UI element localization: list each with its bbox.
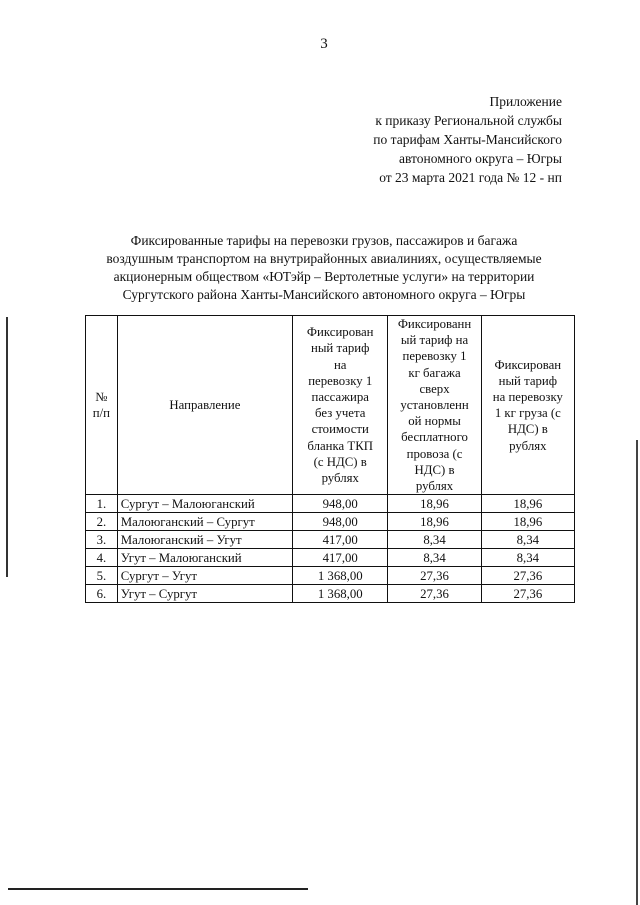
appendix-line: к приказу Региональной службы (375, 113, 562, 128)
table-row (86, 549, 575, 567)
row-cargo-tariff: 18,96 (481, 495, 574, 513)
appendix-line: Приложение (489, 94, 562, 109)
table-row (86, 513, 575, 531)
row-passenger-tariff: 948,00 (293, 513, 388, 531)
row-cargo-tariff: 8,34 (481, 549, 574, 567)
row-number: 3. (86, 531, 118, 549)
row-passenger-tariff: 417,00 (293, 549, 388, 567)
row-passenger-tariff: 1 368,00 (293, 585, 388, 603)
tariffs-table (85, 315, 575, 603)
appendix-line: автономного округа – Югры (399, 151, 562, 166)
scan-edge-line (636, 440, 638, 905)
row-passenger-tariff: 1 368,00 (293, 567, 388, 585)
appendix-line: по тарифам Ханты-Мансийского (373, 132, 562, 147)
table-header-row (86, 316, 575, 495)
header-number: № п/п (86, 316, 118, 495)
row-baggage-tariff: 8,34 (388, 549, 481, 567)
header-passenger-tariff: Фиксирован ный тариф на перевозку 1 пассажира без учета стоимости бланка ТКП (с НДС) в рублях (293, 316, 388, 495)
row-direction: Малоюганский – Сургут (117, 513, 292, 531)
row-passenger-tariff: 417,00 (293, 531, 388, 549)
header-cargo-tariff: Фиксирован ный тариф на перевозку 1 кг груза (с НДС) в рублях (481, 316, 574, 495)
document-title (60, 232, 588, 304)
title-line: акционерным обществом «ЮТэйр – Вертолетные услуги» на территории (113, 269, 535, 284)
row-number: 6. (86, 585, 118, 603)
row-direction: Сургут – Угут (117, 567, 292, 585)
title-line: воздушным транспортом на внутрирайонных авиалиниях, осуществляемые (106, 251, 542, 266)
row-number: 4. (86, 549, 118, 567)
table-row (86, 585, 575, 603)
row-cargo-tariff: 27,36 (481, 567, 574, 585)
row-direction: Малоюганский – Угут (117, 531, 292, 549)
row-passenger-tariff: 948,00 (293, 495, 388, 513)
row-cargo-tariff: 8,34 (481, 531, 574, 549)
title-line: Сургутского района Ханты-Мансийского автономного округа – Югры (122, 287, 526, 302)
row-cargo-tariff: 18,96 (481, 513, 574, 531)
appendix-line: от 23 марта 2021 года № 12 - нп (379, 170, 562, 185)
row-direction: Угут – Сургут (117, 585, 292, 603)
row-number: 1. (86, 495, 118, 513)
appendix-block (373, 92, 562, 187)
title-line: Фиксированные тарифы на перевозки грузов, пассажиров и багажа (130, 233, 518, 248)
row-cargo-tariff: 27,36 (481, 585, 574, 603)
row-baggage-tariff: 27,36 (388, 567, 481, 585)
row-direction: Угут – Малоюганский (117, 549, 292, 567)
row-number: 5. (86, 567, 118, 585)
row-baggage-tariff: 18,96 (388, 513, 481, 531)
scan-bottom-line (8, 888, 308, 890)
row-number: 2. (86, 513, 118, 531)
scan-margin-line (6, 317, 8, 577)
row-baggage-tariff: 18,96 (388, 495, 481, 513)
row-baggage-tariff: 8,34 (388, 531, 481, 549)
row-baggage-tariff: 27,36 (388, 585, 481, 603)
row-direction: Сургут – Малоюганский (117, 495, 292, 513)
page-number: 3 (320, 36, 328, 52)
table-row (86, 567, 575, 585)
table-row (86, 531, 575, 549)
table-row (86, 495, 575, 513)
header-baggage-tariff: Фиксированн ый тариф на перевозку 1 кг багажа сверх установленн ой нормы бесплатного провоза (с НДС) в рублях (388, 316, 481, 495)
header-direction: Направление (117, 316, 292, 495)
